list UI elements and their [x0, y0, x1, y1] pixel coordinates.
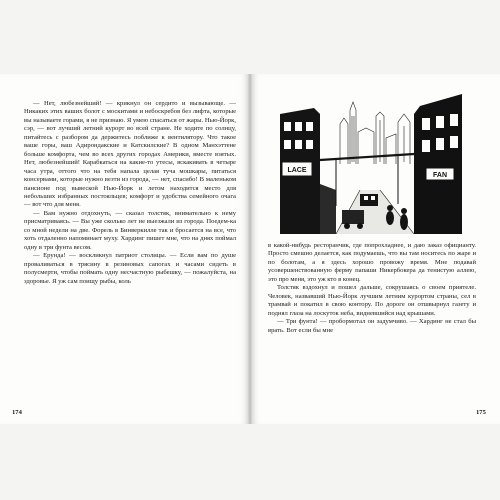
paragraph: Толстяк вздохнул и пошел дальше, сокрушаясь о своем приятеле. Человек, назвавший Нью-Йорк лучшим летним курортом страны, сел в трамвай и покатил в свою контору. По дороге он отшвырнул газету и поднял глаза на лоскуток неба, видневшийся над крышами. [268, 284, 476, 317]
paragraph: в какой-нибудь ресторанчик, где попрохладнее, и даю заказ официанту. Просто смешно делается, как подумаешь, что вы там носитесь по жаре и по болотам, а я здесь хорошо провожу время. Мне подавай усовершенствованную ферму папаши Никербокера да тенистую аллею, это про меня, это уж кто в конец. [268, 242, 476, 283]
shop-sign: FAN [433, 172, 447, 179]
page-number-left: 174 [12, 409, 22, 416]
shop-sign: LACE [287, 167, 307, 174]
book-gutter [248, 74, 252, 424]
paragraph: — Три фунта! — пробормотал он задумчиво. — Хардинг не стал бы врать. Вот если бы мне [268, 318, 476, 334]
left-page-text [24, 100, 236, 286]
right-page-text [268, 242, 476, 335]
paragraph: — Вам нужно отдохнуть, — сказал толстяк, внимательно к нему присматриваясь. — Вы уже сколько лет не выезжали из города. Поедем-ка со мной недели на две. Форель в Бинверкилле так и бросается на все, что хоть отдаленно напоминает муху. Хардинг пишет мне, что на днях поймал одну в три фунта весом. [24, 209, 236, 251]
page-number-right: 175 [476, 409, 486, 416]
paragraph: — Нет, любезнейший! — крикнул он сердито и вызывающе. — Никаких этих ваших болот с москитами и небоскребов без лифта, которые вы называете горами, я не признаю. Я умею спасаться от жары. Нью-Йорк, сэр, — вот лучший летний курорт во всей стране. Не ходите по солнцу, питайтесь с разбором да держитесь поближе к вентилятору. Что такое ваше горы, ваш Адирондакские и Катскилские? В одном Манхэттене больше комфорта, чем во всех других городах Америки, вместе взятых. Нет, любезнейший! Карабкаться на какие-то утесы, вскакивать в четыре часа утра, оттого что на тебя напала целая туча мошкары, питаться консервами, которые нужно везти из города, — нет, спасибо! В маленьком пансионе под вывеской Нью-Йорк и летом находится место для небольших избранных постояльцев; комфорт и удобства семейного очага — вот что для меня. [24, 100, 236, 209]
paragraph: — Ерунда! — воскликнул патриот столицы. — Если вам по душе проваливаться в трясину в резиновых сапогах и часами сидеть в полусмерти, чтобы поймать одну несчастную рыбешку, — пожалуйста, на здоровье. Я уж сам поищу рыбы, коль [24, 252, 236, 285]
city-street-illustration [280, 94, 462, 234]
right-building [414, 94, 462, 234]
